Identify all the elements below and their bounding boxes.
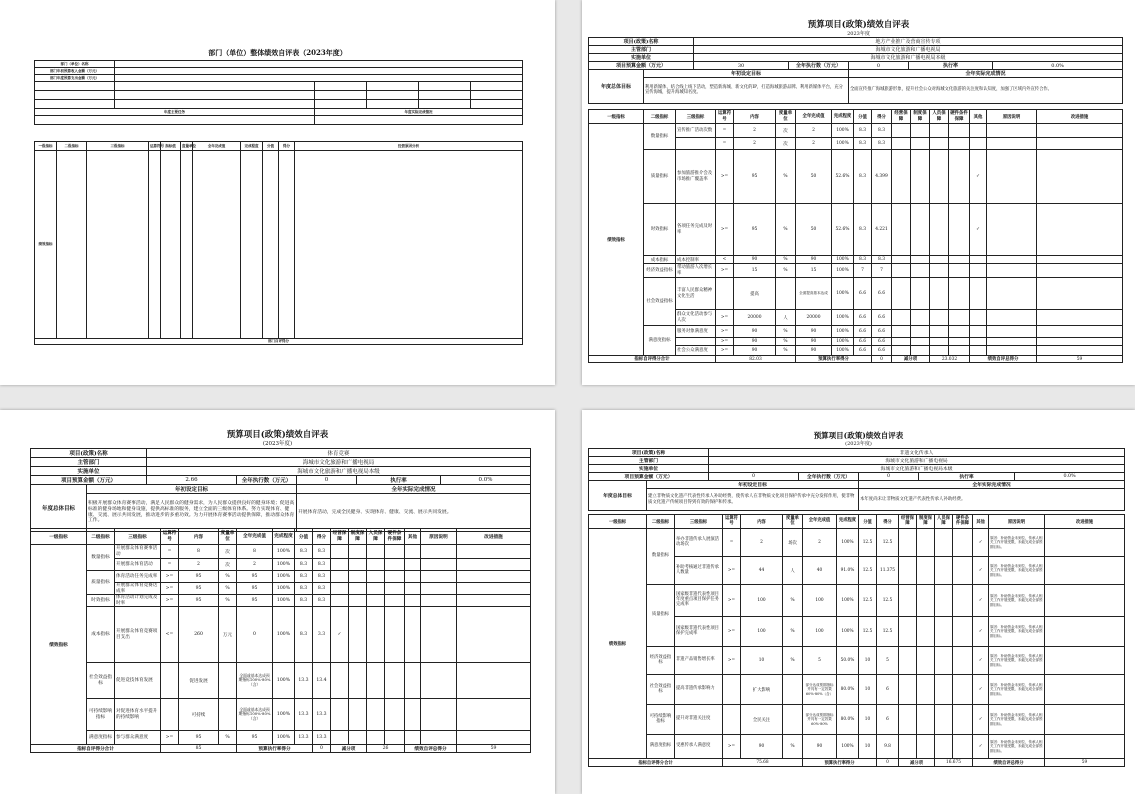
deduction: 23.032 [930,356,970,363]
expense-label: 部门年度预算支出金额（万元） [35,75,115,82]
page-project-eval-heritage [582,410,1135,794]
table-row: 成本指标 成本控制率 < 90 % 90 100% 8.3 8.3 [589,256,1123,264]
project-name-value: 地方产业推广及营商宣传专项 [694,38,1123,46]
check-icon: ✓ [973,585,989,617]
actual-head: 年度实际完成情况 [315,109,523,116]
total-score: 59 [1037,356,1123,363]
check-icon: ✓ [973,529,989,557]
table-row: 绩效指标 数量指标 举办非遗传承人展演活动场次 = 2 场次 2 100% 12.5 12.5 ✓ 原因：补助资金未到位，传承人相关工作开展受限，未能完成全部预期目标。 [589,529,1125,557]
indicator-score-total: 82.03 [716,356,796,363]
table-row: 社会效益指标 提高非遗传承影响力 扩大影响 部分达成预期指标并具有一定效果60%-80%（含） 80.0% 10 6 ✓ 原因：补助资金未到位，传承人相关工作开展受限，未能完成全部预期目标。 [589,675,1125,705]
footer-row: 指标自评得分合计 85 预算执行率得分 0 减分项 26 绩效自评总得分 59 [31,745,531,753]
table-row: 质量指标 参加旅游推介会及市场推广覆盖率 >= 95 % 50 52.6% 8.3 4.399 ✓ [589,150,1123,204]
table-row: 可持续影响指标 提升对非遗关注度 全民关注 部分达成预期指标并具有一定效果60%-80% 80.0% 10 6 ✓ 原因：补助资金未到位，传承人相关工作开展受限，未能完成全部预期目标。 [589,705,1125,735]
table-row: 成本指标 开展群众体育竞赛项目支出 <= 260 万元 0 100% 8.3 3.3 ✓ [31,607,531,663]
check-icon: ✓ [970,204,987,256]
footer-row: 指标自评得分合计 75.68 预算执行率得分 0 减分项 16.675 绩效自评总得分 59 [589,759,1125,767]
check-icon: ✓ [973,647,989,675]
table-row: 质量指标 国家级非遗代表性项目年度重点项目保护任务完成率 >= 100 % 100 100% 12.5 12.5 ✓ 原因：补助资金未到位，传承人相关工作开展受限，未能完成全部预期目标。 [589,585,1125,617]
year: (2023年度) [262,441,293,447]
info-table: 项目(政策)名称 地方产业推广及营商宣传专项 主管部门 海城市文化旅游和广播电视局 实施单位 海城市文化旅游和广播电视局本级 项目预算金额（万元） 30 全年执行数（万元） 0 执行率 0.0% 年度总体目标 年初设定目标 全年实际完成情况 利用新媒体，结合线上线下活动，塑造新海城、新文化的IP，打造海城旅游品牌。利用新媒体平台，充分宣传海城，提升海城知名度。 全面宣传推广海城旅游形象，提升社会公众对海城文化旅游的关注度和认知度，加强了区域内外宣传合作。 [588,37,1123,104]
table-row: 质量指标 体育活动任务完成率 >= 95 % 95 100% 8.3 8.3 [31,571,531,583]
check-icon: ✓ [970,150,987,204]
indicator-table: 一级指标 二级指标 三级指标 运算符号 内容 度量单位 全年完成值 完成程度 分值 得分 经营保障 制度保障 人员保障 硬件条件保障 其他 原因说明 改进措施 绩效指标 数量指标 举办非遗传承人展演活动场次 = 2 场次 2 100% 12.5 12.5 ✓ 原因：补助资金未到位，传承人相关工作开展受限，未能完成全部预期目标。 补助考核通过非遗传承人数量 >= 44 人 40 91.0% 12.5 11.375 ✓ 原因：补助资金未到位，传承人相关工作开展受限，未能完成全部预期目标。 质量指标 国家级非遗代表性项目年度重点项目保护任务完成率 >= 100 % 100 100% 12.5 12.5 ✓ 原因：补助资金未到位，传承人相关工作开展受限，未能完成全部预期目标。 国家级非遗代表性项目保护完成率 >= 100 % 100 100% 12.5 12.5 ✓ 原因：补助资金未到位，传承人相关工作开展受限，未能完成全部预期目标。 经济效益指标 非遗产品销售增长率 >= 10 % 5 50.0% 10 5 ✓ 原因：补助资金未到位，传承人相关工作开展受限，未能完成全部预期目标。 社会效益指标 提高非遗传承影响力 扩大影响 部分达成预期指标并具有一定效果60%-80%（含） 80.0% 10 6 ✓ 原因：补助资金未到位，传承人相关工作开展受限，未能完成全部预期目标。 可持续影响指标 提升对非遗关注度 全民关注 部分达成预期指标并具有一定效果60%-80% 80.0% 10 6 ✓ 原因：补助资金未到位，传承人相关工作开展受限，未能完成全部预期目标。 满意度指标 受惠传承人满意度 >= 90 % 90 100% 10 9.8 ✓ 原因：补助资金未到位，传承人相关工作开展受限，未能完成全部预期目标。 指标自评得分合计 75.68 预算执行率得分 0 减分项 16.675 绩效自评总得分 59 [588,514,1125,767]
page-project-eval-sports [0,410,555,794]
first-indicator-label: 绩效指标 [31,545,87,745]
indicator-score-total: 75.68 [723,759,803,767]
dept-name-label: 部门（单位）名称 [35,61,115,68]
indicator-table: 一级指标 二级指标 三级指标 运算符号 内容 度量单位 全年完成值 完成程度 分值 得分 经营保障 制度保障 人员保障 硬件条件保障 其他 原因说明 改进措施 绩效指标 数量指标 宣传推广活动次数 = 2 次 2 100% 8.3 8.3 = 2 次 2 100% 8.3 8.3 质量指标 参加旅游推介会及市场推广覆盖率 >= 95 % 50 52.6% 8.3 4.399 ✓ 时效指标 各项任务完成及时率 >= 95 % 50 52.6% 8.3 4.221 ✓ 成本指标 成本控制率 < 90 % 90 100% 8.3 8.3 经济效益指标 带动旅游人次增长率 >= 15 % 15 100% 7 7 社会效益指标 丰富人民群众精神文化生活 提高 全面提高基本达成 100% 6.6 6.6 群众文化活动参与人次 >= 20000 人 20000 100% 6.6 6.6 满意度指标 服务对象满意度 >= 90 % 90 100% 6.6 6.6 >= 90 % 90 100% 6.6 6.6 社会公众满意度 >= 90 % 90 100% 6.6 6.6 指标自评得分合计 82.03 预算执行率得分 0 减分项 23.032 绩效自评总得分 59 [588,109,1123,363]
exec-rate: 0.0% [441,476,531,485]
self-score-footer: 部门自评得分 [35,339,523,345]
project-name-value: 非遗文化传承人 [709,449,1125,457]
dept-name-value [115,61,523,68]
check-icon: ✓ [973,617,989,647]
goal-actual: 全面宣传推广海城旅游形象，提升社会公众对海城文化旅游的关注度和认知度，加强了区域内外宣传合作。 [849,78,1123,104]
table-row: >= 90 % 90 100% 6.6 6.6 [589,338,1123,346]
page-title: 预算项目(政策)绩效自评表 [807,20,910,30]
table-row: 可持续影响指标 对促进体育水平提升的持续影响 可持续 全面或基本达成预期指标100%-80%（含） 100% 13.3 13.3 [31,699,531,731]
indicator-score-total: 85 [161,745,237,753]
table-row: 经济效益指标 带动旅游人次增长率 >= 15 % 15 100% 7 7 [589,264,1123,278]
page-department-self-evaluation [0,0,555,385]
table-row: 绩效指标 数量指标 宣传推广活动次数 = 2 次 2 100% 8.3 8.3 [589,124,1123,138]
table-row: 时效指标 各项任务完成及时率 >= 95 % 50 52.6% 8.3 4.221 ✓ [589,204,1123,256]
table-row: 补助考核通过非遗传承人数量 >= 44 人 40 91.0% 12.5 11.375 ✓ 原因：补助资金未到位，传承人相关工作开展受限，未能完成全部预期目标。 [589,557,1125,585]
check-icon: ✓ [331,607,349,663]
table-row: 满意度指标 参与群众满意度 >= 95 % 95 100% 13.3 13.3 [31,731,531,745]
col-level1: 一级指标 [35,142,57,151]
col-level3: 三级指标 [87,142,149,151]
first-indicator-label: 绩效指标 [35,151,57,339]
year: 2023年度 [847,31,870,37]
table-row: 绩效指标 数量指标 开展群众体育赛事活动 = 8 次 8 100% 8.3 8.3 [31,545,531,559]
goal-text: 利用新媒体，结合线上线下活动，塑造新海城、新文化的IP，打造海城旅游品牌。利用新媒体平台，充分宣传海城，提升海城知名度。 [644,78,849,104]
department-value: 海城市文化旅游和广播电视局 [694,46,1123,54]
budget-value: 30 [694,62,789,70]
unit-value: 海城市文化旅游和广播电视局本级 [694,54,1123,62]
indicator-table: 一级指标 二级指标 三级指标 运算符号 内容 度量单位 全年完成值 完成程度 分值 得分 经营保障 制度保障 人员保障 硬件条件保障 其他 原因说明 改进措施 绩效指标 数量指标 开展群众体育赛事活动 = 8 次 8 100% 8.3 8.3 开展群众体育活动 = 2 次 2 100% 8.3 8.3 质量指标 体育活动任务完成率 >= 95 % 95 100% 8.3 8.3 开展群众体育竞赛达成率 >= 95 % 95 100% 8.3 8.3 时效指标 体育活动计划完成及时率 >= 95 % 95 100% 8.3 8.3 成本指标 开展群众体育竞赛项目支出 <= 260 万元 0 100% 8.3 3.3 ✓ 社会效益指标 促进竞技体育发展 促进发展 全面或基本达成预期指标100%-80%（含） 100% 13.3 13.4 可持续影响指标 对促进体育水平提升的持续影响 可持续 全面或基本达成预期指标100%-80%（含） 100% 13.3 13.3 满意度指标 参与群众满意度 >= 95 % 95 100% 13.3 13.3 指标自评得分合计 85 预算执行率得分 0 减分项 26 绩效自评总得分 59 [30,528,531,753]
project-name-label: 项目(政策)名称 [589,38,694,46]
budget-value: 2.66 [147,476,237,485]
income-label: 部门年初预算收入金额（万元） [35,68,115,75]
table-row: 国家级非遗代表性项目保护完成率 >= 100 % 100 100% 12.5 12.5 ✓ 原因：补助资金未到位，传承人相关工作开展受限，未能完成全部预期目标。 [589,617,1125,647]
table-row: 社会公众满意度 >= 90 % 90 100% 6.6 6.6 [589,346,1123,356]
goal-text: 建立非物质文化遗产代表性传承人补助经费，使传承人在非物质文化项目保护传承中充分发挥作用，使非物质文化遗产传统项目得到有效的保护和传承。 [647,489,859,511]
col-level2: 二级指标 [57,142,87,151]
deduction: 16.675 [935,759,973,767]
table-row: 社会效益指标 丰富人民群众精神文化生活 提高 全面提高基本达成 100% 6.6 6.6 [589,278,1123,310]
total-score: 59 [1045,759,1125,767]
table-row: 开展群众体育活动 = 2 次 2 100% 8.3 8.3 [31,559,531,571]
goal-actual: 开展体育活动，完成全民健身、实现体育、健康、交流、展示共同发展。 [297,494,531,532]
info-table: 项目(政策)名称 非遗文化传承人 主管部门 海城市文化旅游和广播电视局 实施单位 海城市文化旅游和广播电视局本级 项目预算金额（万元） 0 全年执行数（万元） 0 执行率 0.0% 年度总体目标 年初设定目标 全年实际完成情况 建立非物质文化遗产代表性传承人补助经费，使传承人在非物质文化项目保护传承中充分发挥作用，使非物质文化遗产传统项目得到有效的保护和传承。 本年度尚未让非物质文化遗产代表性传承人补助经费。 [588,448,1125,511]
check-icon: ✓ [973,705,989,735]
page-project-eval-promotion [582,0,1135,385]
goal-actual: 本年度尚未让非物质文化遗产代表性传承人补助经费。 [859,489,1125,511]
first-indicator-label: 绩效指标 [589,124,644,356]
table-row: 经济效益指标 非遗产品销售增长率 >= 10 % 5 50.0% 10 5 ✓ 原因：补助资金未到位，传承人相关工作开展受限，未能完成全部预期目标。 [589,647,1125,675]
table-row: 群众文化活动参与人次 >= 20000 人 20000 100% 6.6 6.6 [589,310,1123,326]
table-row: 开展群众体育竞赛达成率 >= 95 % 95 100% 8.3 8.3 [31,583,531,595]
check-icon: ✓ [973,735,989,759]
table-row: 时效指标 体育活动计划完成及时率 >= 95 % 95 100% 8.3 8.3 [31,595,531,607]
table-row: 社会效益指标 促进竞技体育发展 促进发展 全面或基本达成预期指标100%-80%（含） 100% 13.3 13.4 [31,663,531,699]
page-title: 部门（单位）整体绩效自评表（2023年度） [208,48,347,57]
table-row: = 2 次 2 100% 8.3 8.3 [589,138,1123,150]
total-score: 59 [457,745,531,753]
page-title: 预算项目(政策)绩效自评表 [226,430,329,440]
table-row: 满意度指标 受惠传承人满意度 >= 90 % 90 100% 10 9.8 ✓ 原因：补助资金未到位，传承人相关工作开展受限，未能完成全部预期目标。 [589,735,1125,759]
footer-row: 指标自评得分合计 82.03 预算执行率得分 0 减分项 23.032 绩效自评总得分 59 [589,356,1123,363]
exec-rate: 0.0% [1015,473,1125,481]
check-icon: ✓ [973,557,989,585]
indicator-table: 一级指标 二级指标 三级指标 运算符号 指标值 度量单位 全年完成值 完成程度 分值 得分 经营原因分析 绩效指标 部门自评得分 [34,141,523,345]
info-table: 项目(政策)名称 体育竞赛 主管部门 海城市文化旅游和广播电视局 实施单位 海城市文化旅游和广播电视局本级 项目预算金额（万元） 2.66 全年执行数（万元） 0 执行率 0.0% 年度总体目标 年初设定目标 全年实际完成情况 积极开展群众体育赛事活动，满足人民群众的健身需求，为人民群众提供良好的健身环境；促进高标准的健身场地和健身设施，提供高标准的服务，建立全面的三级体育体系。努力实现体育、健康、交流、展示共同发展，推动进步的多重功效。为力开展体育赛事活动提供保障，推动群众体育工作。 开展体育活动，完成全民健身、实现体育、健康、交流、展示共同发展。 [30,448,531,532]
first-indicator-label: 绩效指标 [589,529,647,759]
year: (2023年度) [845,441,872,447]
table-row: 满意度指标 服务对象满意度 >= 90 % 90 100% 6.6 6.6 [589,326,1123,338]
project-name-value: 体育竞赛 [147,449,531,458]
deduction: 26 [367,745,405,753]
budget-value: 0 [709,473,799,481]
goal-text: 积极开展群众体育赛事活动，满足人民群众的健身需求，为人民群众提供良好的健身环境；促进高标准的健身场地和健身设施，提供高标准的服务，建立全面的三级体育体系。努力实现体育、健康、交流、展示共同发展，推动进步的多重功效。为力开展体育赛事活动提供保障，推动群众体育工作。 [87,494,297,532]
summary-table [34,60,523,125]
exec-rate: 0.0% [993,62,1123,70]
main-task-head: 年度主要任务 [35,109,315,116]
check-icon: ✓ [973,675,989,705]
page-title: 预算项目(政策)绩效自评表 [813,431,904,440]
